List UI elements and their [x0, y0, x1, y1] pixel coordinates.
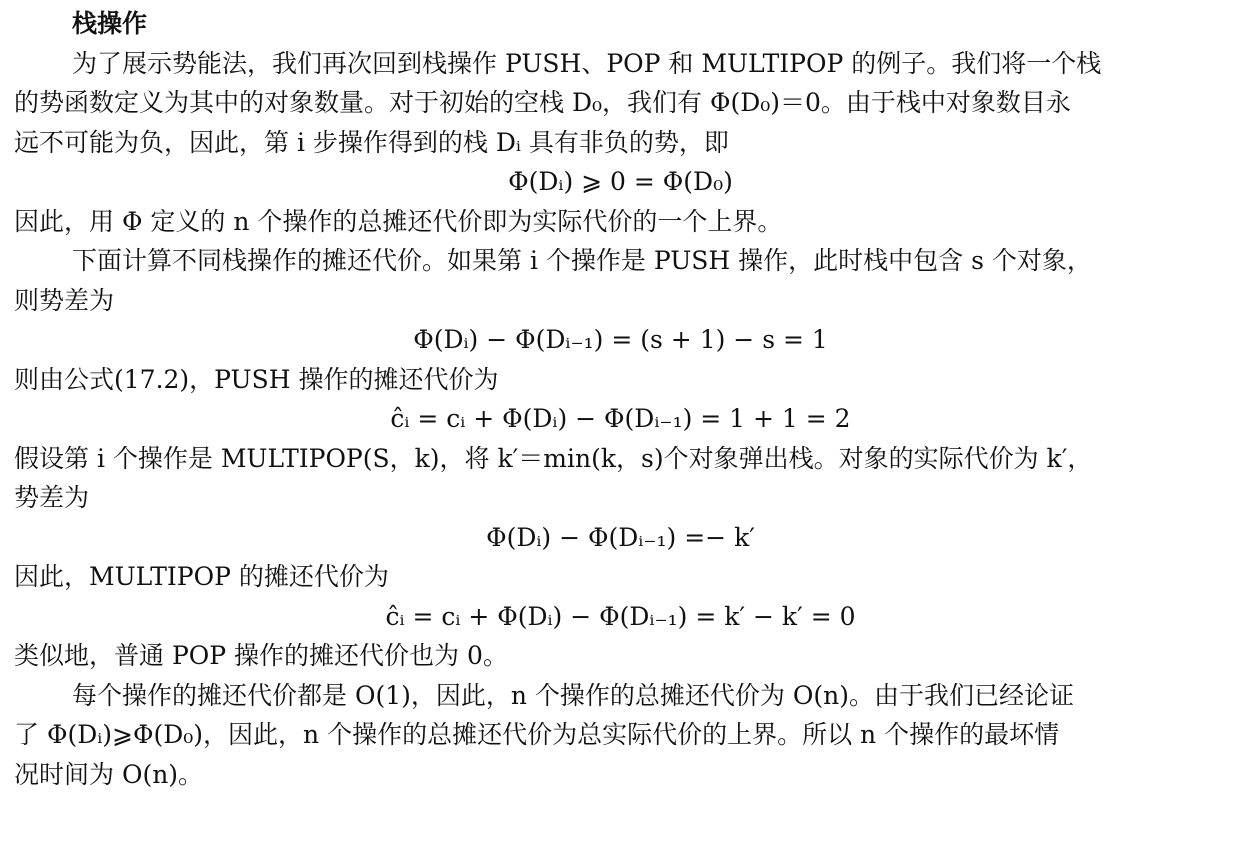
- text-line: 势差为: [14, 483, 90, 512]
- paragraph-push-cost: [14, 360, 1227, 400]
- text-line: 假设第 i 个操作是 MULTIPOP(S，k)，将 k′＝min(k，s)个对象弹出栈。对象的实际代价为 k′，: [14, 443, 1093, 473]
- text-line: 况时间为 O(n)。: [14, 759, 204, 789]
- text-line: 因此，MULTIPOP 的摊还代价为: [14, 562, 389, 591]
- text-line: 了 Φ(Dᵢ)⩾Φ(D₀)，因此，n 个操作的总摊还代价为总实际代价的上界。所以 n 个操作的最坏情: [14, 720, 1060, 749]
- equation-multipop-potential-diff: Φ(Dᵢ) − Φ(Dᵢ₋₁) =− k′: [486, 522, 755, 552]
- text-line: 则由公式(17.2)，PUSH 操作的摊还代价为: [14, 364, 499, 394]
- text-line: 因此，用 Φ 定义的 n 个操作的总摊还代价即为实际代价的一个上界。: [14, 206, 783, 236]
- section-title: 栈操作: [72, 9, 148, 38]
- text-line: 下面计算不同栈操作的摊还代价。如果第 i 个操作是 PUSH 操作，此时栈中包含 s 个对象，: [72, 246, 1092, 275]
- paragraph-multipop: [14, 439, 1227, 518]
- text-line: 的势函数定义为其中的对象数量。对于初始的空栈 D₀，我们有 Φ(D₀)＝0。由于栈中对象数目永: [14, 88, 1071, 117]
- text-line: 则势差为: [14, 285, 115, 315]
- text-line: 类似地，普通 POP 操作的摊还代价也为 0。: [14, 641, 508, 670]
- text-line: 为了展示势能法，我们再次回到栈操作 PUSH、POP 和 MULTIPOP 的例子。我们将一个栈: [72, 48, 1102, 78]
- paragraph-upper-bound: [14, 202, 1227, 242]
- paragraph-conclusion: [14, 676, 1227, 795]
- equation-push-potential-diff: Φ(Dᵢ) − Φ(Dᵢ₋₁) = (s + 1) − s = 1: [413, 325, 828, 354]
- text-line: 每个操作的摊还代价都是 O(1)，因此，n 个操作的总摊还代价为 O(n)。由于我们已经论证: [72, 680, 1074, 710]
- paragraph-push: [14, 241, 1227, 320]
- paragraph-pop: [14, 636, 1227, 676]
- paragraph-intro: [14, 44, 1227, 163]
- paragraph-multipop-cost: [14, 557, 1227, 597]
- equation-push-amortized: ĉᵢ = cᵢ + Φ(Dᵢ) − Φ(Dᵢ₋₁) = 1 + 1 = 2: [390, 404, 851, 433]
- text-line: 远不可能为负，因此，第 i 步操作得到的栈 Dᵢ 具有非负的势，即: [14, 127, 729, 157]
- equation-multipop-amortized: ĉᵢ = cᵢ + Φ(Dᵢ) − Φ(Dᵢ₋₁) = k′ − k′ = 0: [385, 601, 856, 631]
- equation-potential-nonnegative: Φ(Dᵢ) ⩾ 0 = Φ(D₀): [508, 167, 733, 196]
